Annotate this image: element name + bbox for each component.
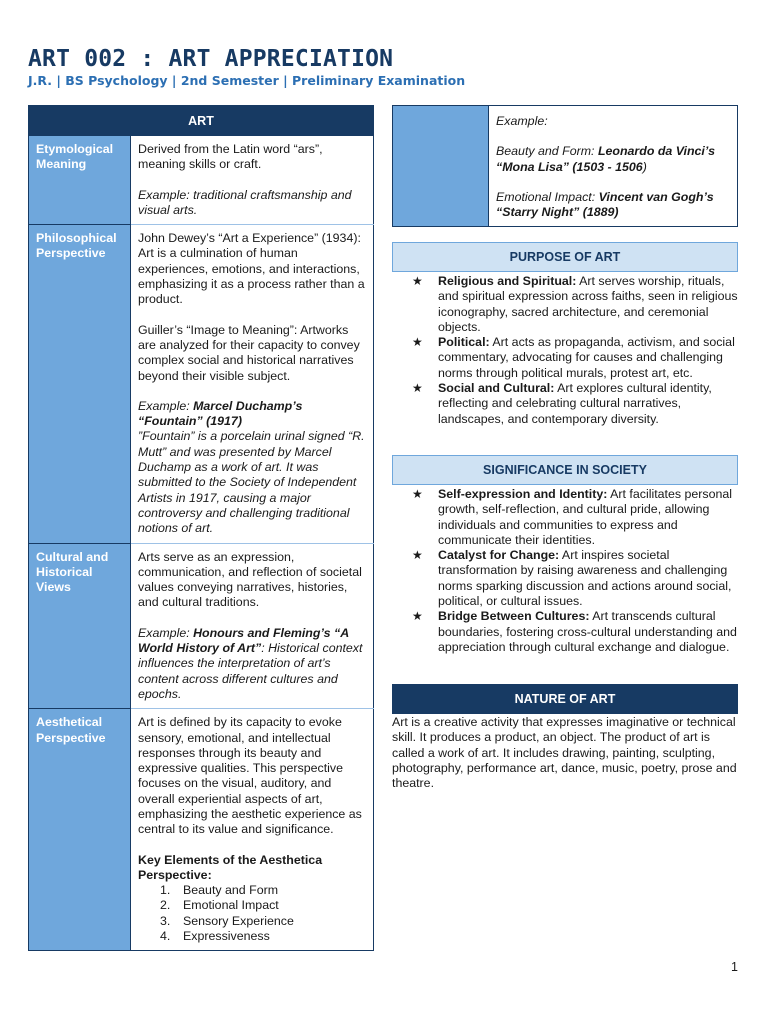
- list-item-description: Art serves worship, rituals, and spiritual expression across faiths, seen in religious iconography, sacred architecture, and ceremonial objects.: [438, 274, 738, 334]
- list-item-text: Expressiveness: [183, 929, 270, 944]
- list-item-number: 1.: [160, 883, 171, 898]
- row-content-cultural: [131, 543, 374, 709]
- row-content-aesthetical: [131, 709, 374, 951]
- art-table-heading: ART: [29, 106, 374, 137]
- key-elements-heading: Key Elements of the Aesthetica Perspective:: [138, 852, 323, 882]
- list-item: [412, 335, 738, 381]
- purpose-list: [412, 274, 738, 427]
- list-item: [412, 274, 738, 335]
- list-item-text: [438, 335, 738, 381]
- list-item: [412, 381, 738, 427]
- example-description: : Historical context influences the interpretation of art’s content across different cultures and epochs.: [138, 641, 363, 701]
- row-label-cultural: Cultural and Historical Views: [29, 543, 131, 709]
- nature-heading: NATURE OF ART: [392, 684, 738, 714]
- list-item-text: [438, 274, 738, 335]
- key-elements-list: [138, 883, 366, 944]
- table-row-philosophical: [29, 225, 374, 543]
- example-box-heading: Example:: [496, 114, 548, 128]
- art-table: [28, 105, 374, 951]
- example-box-content: [489, 106, 737, 226]
- list-item-description: Art explores cultural identity, reflecting and celebrating cultural narratives, landscapes, and contemporary diversity.: [438, 381, 712, 426]
- star-icon: ★: [412, 335, 423, 350]
- example-prefix: Example:: [138, 398, 194, 413]
- row-label-etymological: Etymological Meaning: [29, 136, 131, 225]
- nature-body-text: Art is a creative activity that expresses imaginative or technical skill. It produces a product, an object. The product of art is called a work of art. It includes drawing, painting, sculpting, photography, performance art, dance, music, poetry, prose and theatre.: [392, 715, 737, 791]
- example-description: ”Fountain” is a porcelain urinal signed “R. Mutt” and was presented by Marcel Duchamp as a work of art. It was submitted to the Society of Independent Artists in 1917, causing a major controversy and challenging traditional notions of art.: [138, 429, 365, 536]
- row-label-aesthetical: Aesthetical Perspective: [29, 709, 131, 951]
- star-icon: ★: [412, 487, 423, 501]
- cultural-text: Arts serve as an expression, communication, and reflection of societal values conveying narratives, histories, and cultural traditions.: [138, 549, 362, 610]
- table-row-cultural: [29, 543, 374, 709]
- example-prefix: Beauty and Form:: [496, 144, 598, 159]
- example-continuation-box: [392, 105, 738, 227]
- list-item-number: 2.: [160, 898, 171, 913]
- example-suffix: ): [642, 159, 647, 174]
- example-box-label-cell: [393, 106, 489, 226]
- list-item-text: [438, 548, 738, 609]
- example-title: Honours and Fleming’s “A World History of Art”: [138, 625, 349, 656]
- example-prefix: Example:: [138, 625, 194, 640]
- list-item: [412, 487, 738, 548]
- significance-list: [412, 487, 738, 655]
- list-item-term: Religious and Spiritual:: [438, 274, 577, 288]
- significance-heading: SIGNIFICANCE IN SOCIETY: [392, 455, 738, 485]
- list-item-description: Art transcends cultural boundaries, fostering cross-cultural understanding and appreciation through cultural exchange and dialogue.: [438, 609, 737, 654]
- star-icon: ★: [412, 609, 423, 624]
- example-title: Marcel Duchamp’s “Fountain” (1917): [138, 398, 303, 429]
- list-item: [138, 929, 366, 944]
- list-item: [138, 883, 366, 898]
- philosophical-guiller-text: Guiller’s “Image to Meaning”: Artworks are analyzed for their capacity to convey complex social and historical narratives beyond their visible subject.: [138, 322, 360, 383]
- document-title: ART 002 : ART APPRECIATION: [28, 46, 394, 72]
- document-subtitle: J.R. | BS Psychology | 2nd Semester | Preliminary Examination: [28, 73, 466, 88]
- example-emotional-impact: [496, 190, 730, 221]
- cultural-example: [138, 626, 366, 702]
- list-item-text: [438, 487, 738, 548]
- example-title: Vincent van Gogh’s “Starry Night” (1889): [496, 189, 714, 220]
- example-prefix: Emotional Impact:: [496, 189, 599, 204]
- list-item-term: Social and Cultural:: [438, 381, 555, 396]
- example-beauty-form: [496, 144, 730, 175]
- row-content-philosophical: [131, 225, 374, 543]
- table-row-etymological: [29, 136, 374, 225]
- list-item-text: Emotional Impact: [183, 898, 279, 913]
- row-content-etymological: [131, 136, 374, 225]
- philosophical-dewey-text: John Dewey’s “Art a Experience” (1934): Art is a culmination of human experiences, emotions, and interactions, emphasizing it as a process rather than a product.: [138, 231, 365, 307]
- aesthetical-text: Art is defined by its capacity to evoke sensory, emotional, and intellectual responses through its beauty and expressive qualities. This perspective focuses on the visual, auditory, and overall experiential aspects of art, emphasizing the aesthetic experience as central to its value and significance.: [138, 715, 362, 837]
- page-number: 1: [731, 960, 738, 974]
- list-item-text: Sensory Experience: [183, 913, 294, 928]
- row-label-philosophical: Philosophical Perspective: [29, 225, 131, 543]
- list-item-term: Political:: [438, 335, 490, 350]
- star-icon: ★: [412, 548, 423, 563]
- list-item-description: Art facilitates personal growth, self-reflection, and cultural pride, allowing individuals and communities to express and communicate their identities.: [438, 487, 733, 547]
- table-row-aesthetical: [29, 709, 374, 951]
- list-item-number: 4.: [160, 929, 171, 944]
- etymological-text: Derived from the Latin word “ars”, meaning skills or craft.: [138, 142, 323, 172]
- list-item-term: Bridge Between Cultures:: [438, 609, 590, 624]
- purpose-heading: PURPOSE OF ART: [392, 242, 738, 272]
- etymological-example: Example: traditional craftsmanship and visual arts.: [138, 187, 352, 217]
- example-title: Leonardo da Vinci’s “Mona Lisa” (1503 - 1506: [496, 144, 715, 174]
- star-icon: ★: [412, 274, 423, 288]
- list-item-term: Catalyst for Change:: [438, 548, 560, 563]
- list-item: [138, 898, 366, 913]
- star-icon: ★: [412, 381, 423, 396]
- list-item: [412, 548, 738, 609]
- philosophical-example: [138, 399, 366, 537]
- list-item: [412, 609, 738, 655]
- list-item-description: Art acts as propaganda, activism, and social commentary, advocating for causes and challenging norms through political murals, protest art, etc.: [438, 335, 735, 380]
- list-item: [138, 914, 366, 929]
- list-item-term: Self-expression and Identity:: [438, 487, 608, 501]
- list-item-number: 3.: [160, 913, 171, 928]
- list-item-description: Art inspires societal transformation by raising awareness and challenging norms sparking discussion and actions around social, political, or cultural issues.: [438, 548, 732, 609]
- list-item-text: [438, 381, 738, 427]
- list-item-text: [438, 609, 738, 655]
- list-item-text: Beauty and Form: [183, 883, 279, 898]
